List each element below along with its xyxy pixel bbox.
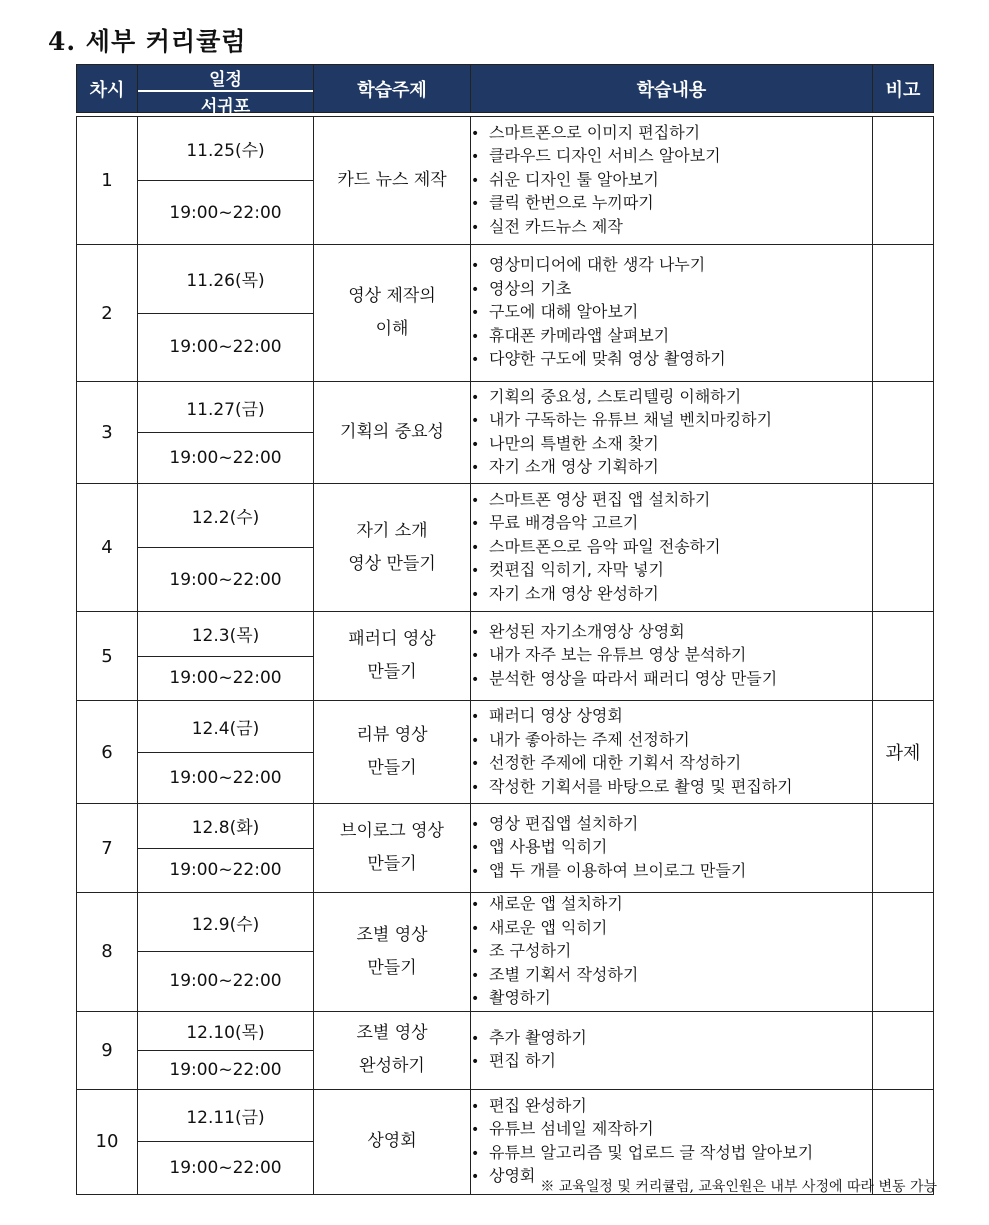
session-content (471, 701, 873, 804)
content-item: • 작성한 기획서를 바탕으로 촬영 및 편집하기 (471, 776, 872, 800)
topic-line: 기획의 중요성 (340, 422, 444, 442)
content-item: • 앱 두 개를 이용하여 브이로그 만들기 (471, 860, 872, 884)
session-schedule (138, 701, 314, 804)
content-item: • 스마트폰으로 음악 파일 전송하기 (471, 536, 872, 560)
session-time: 19:00~22:00 (169, 202, 282, 223)
header-note: 비고 (873, 65, 934, 113)
topic-line: 영상 제작의 (348, 286, 436, 306)
table-row (77, 612, 934, 701)
session-schedule (138, 1011, 314, 1089)
content-item: • 편집 완성하기 (471, 1095, 872, 1119)
session-schedule (138, 117, 314, 245)
session-date: 11.27(금) (138, 382, 313, 433)
session-date: 11.25(수) (138, 117, 313, 181)
curriculum-table (76, 64, 934, 1195)
session-number: 2 (77, 245, 138, 382)
content-item: • 자기 소개 영상 완성하기 (471, 583, 872, 607)
topic-line: 만들기 (367, 662, 417, 682)
table-row (77, 893, 934, 1012)
content-item: • 컷편집 익히기, 자막 넣기 (471, 559, 872, 583)
session-topic (314, 484, 471, 612)
session-schedule (138, 484, 314, 612)
header-content: 학습내용 (471, 65, 873, 113)
session-number: 6 (77, 701, 138, 804)
topic-line: 영상 만들기 (348, 553, 436, 574)
content-item: • 조 구성하기 (471, 940, 872, 964)
session-topic (314, 701, 471, 804)
session-note (873, 1011, 934, 1089)
content-item: • 영상 편집앱 설치하기 (471, 813, 872, 837)
topic-line: 패러디 영상 (348, 629, 436, 649)
topic-line: 브이로그 영상 (340, 821, 444, 841)
content-item: • 다양한 구도에 맞춰 영상 촬영하기 (471, 348, 872, 372)
session-time: 19:00~22:00 (169, 1157, 282, 1178)
session-date: 11.26(목) (138, 245, 313, 314)
content-item: • 무료 배경음악 고르기 (471, 512, 872, 536)
session-note (873, 382, 934, 484)
session-date: 12.10(목) (138, 1012, 313, 1051)
session-topic (314, 612, 471, 701)
content-item: • 촬영하기 (471, 987, 872, 1011)
content-item: • 기획의 중요성, 스토리텔링 이해하기 (471, 386, 872, 410)
topic-line: 리뷰 영상 (356, 725, 428, 745)
content-item: • 상영회 (471, 1165, 872, 1189)
content-item: • 조별 기획서 작성하기 (471, 964, 872, 988)
content-item: • 완성된 자기소개영상 상영회 (471, 621, 872, 645)
session-topic (314, 893, 471, 1012)
content-item: • 분석한 영상을 따라서 패러디 영상 만들기 (471, 668, 872, 692)
session-date: 12.9(수) (138, 893, 313, 952)
content-item: • 영상미디어에 대한 생각 나누기 (471, 254, 872, 278)
content-item: • 스마트폰으로 이미지 편집하기 (471, 122, 872, 146)
header-location-label: 서귀포 (200, 97, 251, 117)
content-item: • 추가 촬영하기 (471, 1027, 872, 1051)
topic-line: 만들기 (367, 758, 417, 778)
session-date: 12.8(화) (138, 804, 313, 849)
session-content (471, 1011, 873, 1089)
session-number: 1 (77, 117, 138, 245)
session-content (471, 804, 873, 893)
session-topic (314, 245, 471, 382)
content-item: • 새로운 앱 익히기 (471, 917, 872, 941)
session-time: 19:00~22:00 (169, 337, 282, 358)
session-date: 12.2(수) (138, 484, 313, 548)
content-item: • 내가 자주 보는 유튜브 영상 분석하기 (471, 644, 872, 668)
session-schedule (138, 1089, 314, 1194)
topic-line: 상영회 (367, 1131, 417, 1151)
topic-line: 만들기 (367, 854, 417, 874)
table-row (77, 117, 934, 245)
session-topic (314, 1011, 471, 1089)
session-date: 12.11(금) (138, 1090, 313, 1143)
session-content (471, 612, 873, 701)
content-item: • 클릭 한번으로 누끼따기 (471, 192, 872, 216)
topic-line: 조별 영상 (356, 1023, 428, 1043)
session-content (471, 382, 873, 484)
session-schedule (138, 612, 314, 701)
session-topic (314, 804, 471, 893)
content-item: • 쉬운 디자인 툴 알아보기 (471, 169, 872, 193)
session-date: 12.3(목) (138, 612, 313, 657)
session-schedule (138, 804, 314, 893)
header-schedule-label: 일정 (138, 65, 313, 92)
session-content (471, 484, 873, 612)
session-number: 7 (77, 804, 138, 893)
session-topic (314, 117, 471, 245)
content-item: • 선정한 주제에 대한 기획서 작성하기 (471, 752, 872, 776)
content-item: • 유튜브 섬네일 제작하기 (471, 1118, 872, 1142)
content-item: • 편집 하기 (471, 1050, 872, 1074)
header-session: 차시 (77, 65, 138, 113)
session-topic (314, 382, 471, 484)
session-number: 4 (77, 484, 138, 612)
session-note (873, 893, 934, 1012)
content-item: • 새로운 앱 설치하기 (471, 893, 872, 917)
session-content (471, 117, 873, 245)
content-item: • 구도에 대해 알아보기 (471, 301, 872, 325)
session-time: 19:00~22:00 (169, 668, 282, 689)
topic-line: 만들기 (367, 957, 417, 978)
table-header-row (77, 65, 934, 113)
header-schedule (138, 65, 314, 117)
session-content (471, 245, 873, 382)
session-note (873, 117, 934, 245)
topic-line: 자기 소개 (356, 520, 428, 541)
session-topic (314, 1089, 471, 1194)
session-number: 5 (77, 612, 138, 701)
topic-line: 카드 뉴스 제작 (337, 170, 447, 190)
session-number: 3 (77, 382, 138, 484)
session-note (873, 484, 934, 612)
content-item: • 유튜브 알고리즘 및 업로드 글 작성법 알아보기 (471, 1142, 872, 1166)
content-item: • 실전 카드뉴스 제작 (471, 216, 872, 240)
table-row (77, 701, 934, 804)
table-row (77, 382, 934, 484)
session-time: 19:00~22:00 (169, 860, 282, 881)
table-row (77, 1011, 934, 1089)
session-time: 19:00~22:00 (169, 569, 282, 590)
content-item: • 자기 소개 영상 기획하기 (471, 456, 872, 480)
session-date: 12.4(금) (138, 701, 313, 753)
content-item: • 영상의 기초 (471, 278, 872, 302)
session-content (471, 893, 873, 1012)
session-time: 19:00~22:00 (169, 448, 282, 468)
session-time: 19:00~22:00 (169, 767, 282, 788)
topic-line: 완성하기 (359, 1056, 425, 1076)
content-item: • 내가 구독하는 유튜브 채널 벤치마킹하기 (471, 409, 872, 433)
session-time: 19:00~22:00 (169, 971, 282, 992)
session-time: 19:00~22:00 (169, 1059, 282, 1080)
table-row (77, 804, 934, 893)
content-item: • 휴대폰 카메라앱 살펴보기 (471, 325, 872, 349)
session-note (873, 612, 934, 701)
content-item: • 스마트폰 영상 편집 앱 설치하기 (471, 489, 872, 513)
session-number: 10 (77, 1089, 138, 1194)
session-note (873, 245, 934, 382)
page-title: 4. 세부 커리큘럼 (48, 27, 247, 56)
session-number: 8 (77, 893, 138, 1012)
content-item: • 나만의 특별한 소재 찾기 (471, 433, 872, 457)
topic-line: 조별 영상 (356, 924, 428, 945)
content-item: • 클라우드 디자인 서비스 알아보기 (471, 145, 872, 169)
content-item: • 패러디 영상 상영회 (471, 705, 872, 729)
content-item: • 내가 좋아하는 주제 선정하기 (471, 729, 872, 753)
content-item: • 앱 사용법 익히기 (471, 836, 872, 860)
session-schedule (138, 893, 314, 1012)
session-note: 과제 (873, 701, 934, 804)
session-schedule (138, 382, 314, 484)
table-row (77, 484, 934, 612)
session-schedule (138, 245, 314, 382)
session-note (873, 804, 934, 893)
session-number: 9 (77, 1011, 138, 1089)
footnote: ※ 교육일정 및 커리큘럼, 교육인원은 내부 사정에 따라 변동 가능 (540, 1179, 937, 1195)
topic-line: 이해 (375, 319, 409, 339)
header-topic: 학습주제 (314, 65, 471, 113)
table-row (77, 245, 934, 382)
